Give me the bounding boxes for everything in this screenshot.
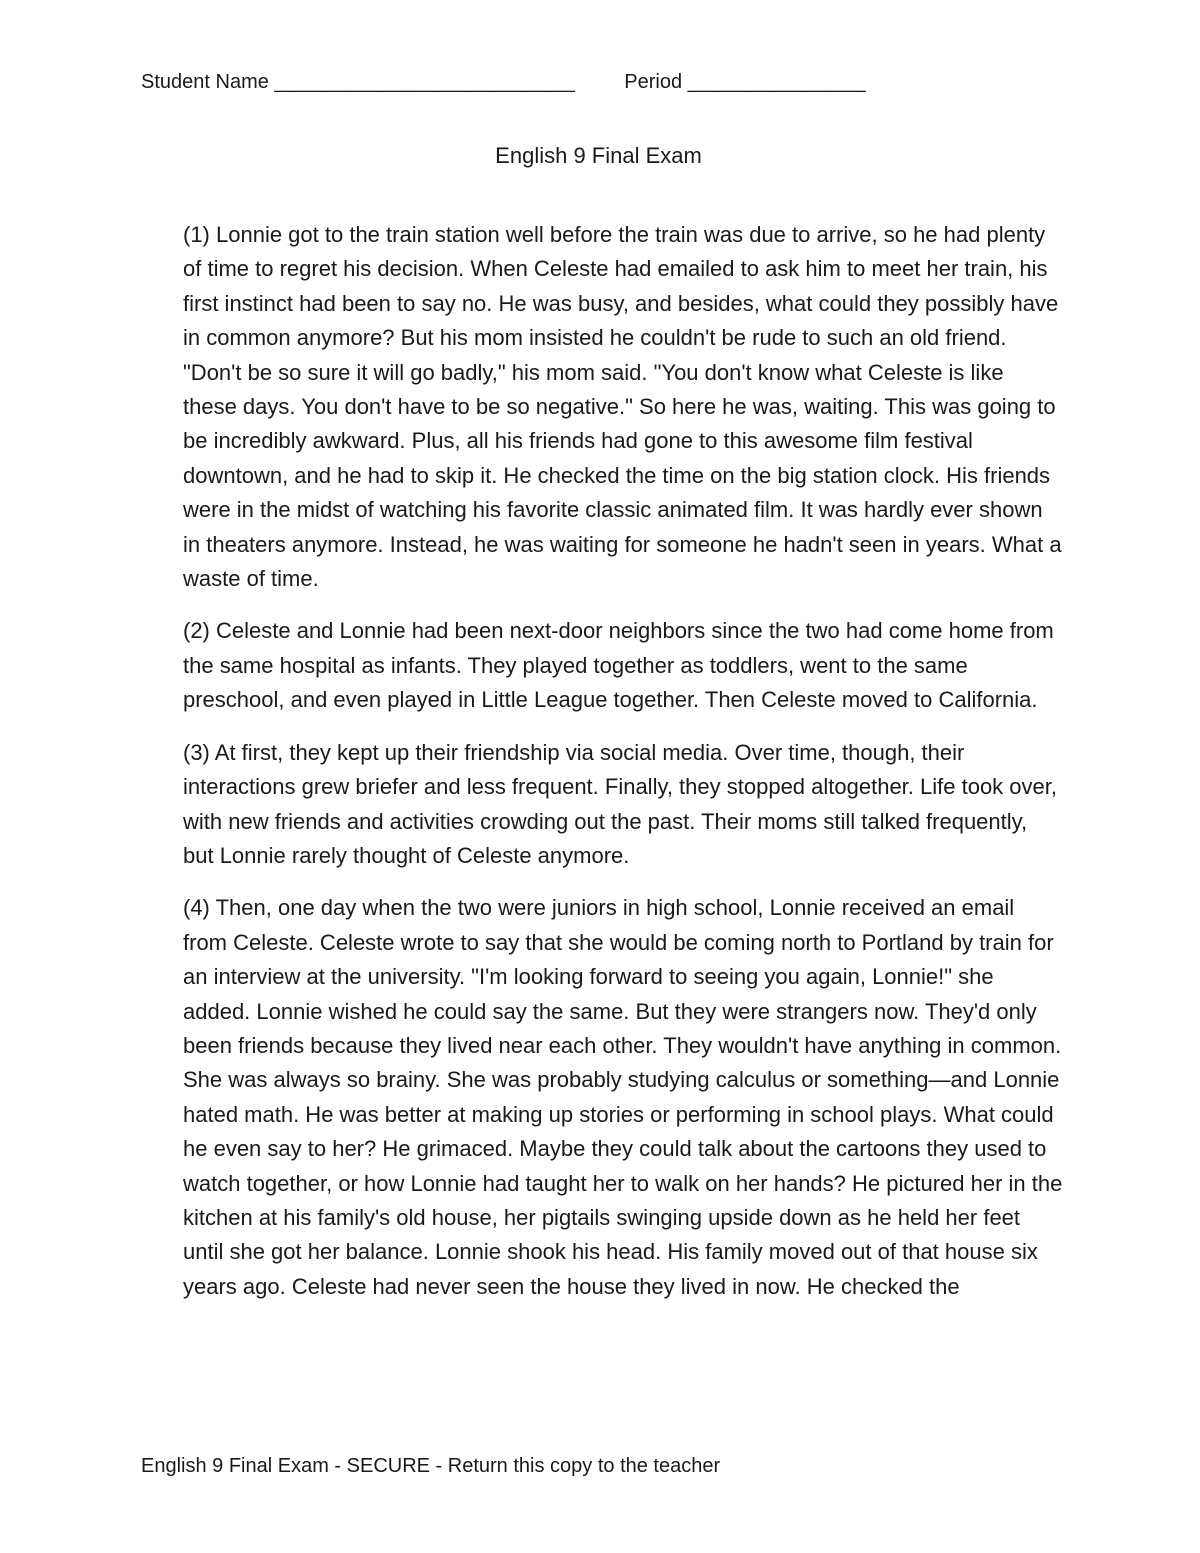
paragraph-2: (2) Celeste and Lonnie had been next-door neighbors since the two had come home from the same hospital as infants. They played together as toddlers, went to the same preschool, and even played in Little League together. Then Celeste moved to California.: [183, 618, 1054, 713]
student-name-field-label: Student Name ___________________________: [141, 71, 575, 93]
page-title: English 9 Final Exam: [495, 143, 702, 168]
paragraph-3: (3) At first, they kept up their friendship via social media. Over time, though, their interactions grew briefer and less frequent. Finally, they stopped altogether. Life took over, with new friends and activities crowding out the past. Their moms still talked frequently, but Lonnie rarely thought of Celeste anymore.: [183, 739, 1057, 868]
period-field-label: Period ________________: [624, 71, 866, 93]
reading-passage: [183, 218, 1063, 1322]
paragraph-1: (1) Lonnie got to the train station well before the train was due to arrive, so he had plenty of time to regret his decision. When Celeste had emailed to ask him to meet her train, his first instinct had been to say no. He was busy, and besides, what could they possibly have in common anymore? But his mom insisted he couldn't be rude to such an old friend. "Don't be so sure it will go badly," his mom said. "You don't know what Celeste is like these days. You don't have to be so negative." So here he was, waiting. This was going to be incredibly awkward. Plus, all his friends had gone to this awesome film festival downtown, and he had to skip it. He checked the time on the big station clock. His friends were in the midst of watching his favorite classic animated film. It was hardly ever shown in theaters anymore. Instead, he was waiting for someone he hadn't seen in years. What a waste of time.: [183, 222, 1062, 592]
paragraph-4: (4) Then, one day when the two were juniors in high school, Lonnie received an email from Celeste. Celeste wrote to say that she would be coming north to Portland by train for an interview at the university. "I'm looking forward to seeing you again, Lonnie!" she added. Lonnie wished he could say the same. But they were strangers now. They'd only been friends because they lived near each other. They wouldn't have anything in common. She was always so brainy. She was probably studying calculus or something—and Lonnie hated math. He was better at making up stories or performing in school plays. What could he even say to her? He grimaced. Maybe they could talk about the cartoons they used to watch together, or how Lonnie had taught her to walk on her hands? He pictured her in the kitchen at his family's old house, her pigtails swinging upside down as he held her feet until she got her balance. Lonnie shook his head. His family moved out of that house six years ago. Celeste had never seen the house they lived in now. He checked the: [183, 895, 1063, 1299]
page-footer: English 9 Final Exam - SECURE - Return this copy to the teacher: [141, 1455, 721, 1477]
exam-header: [141, 71, 866, 94]
